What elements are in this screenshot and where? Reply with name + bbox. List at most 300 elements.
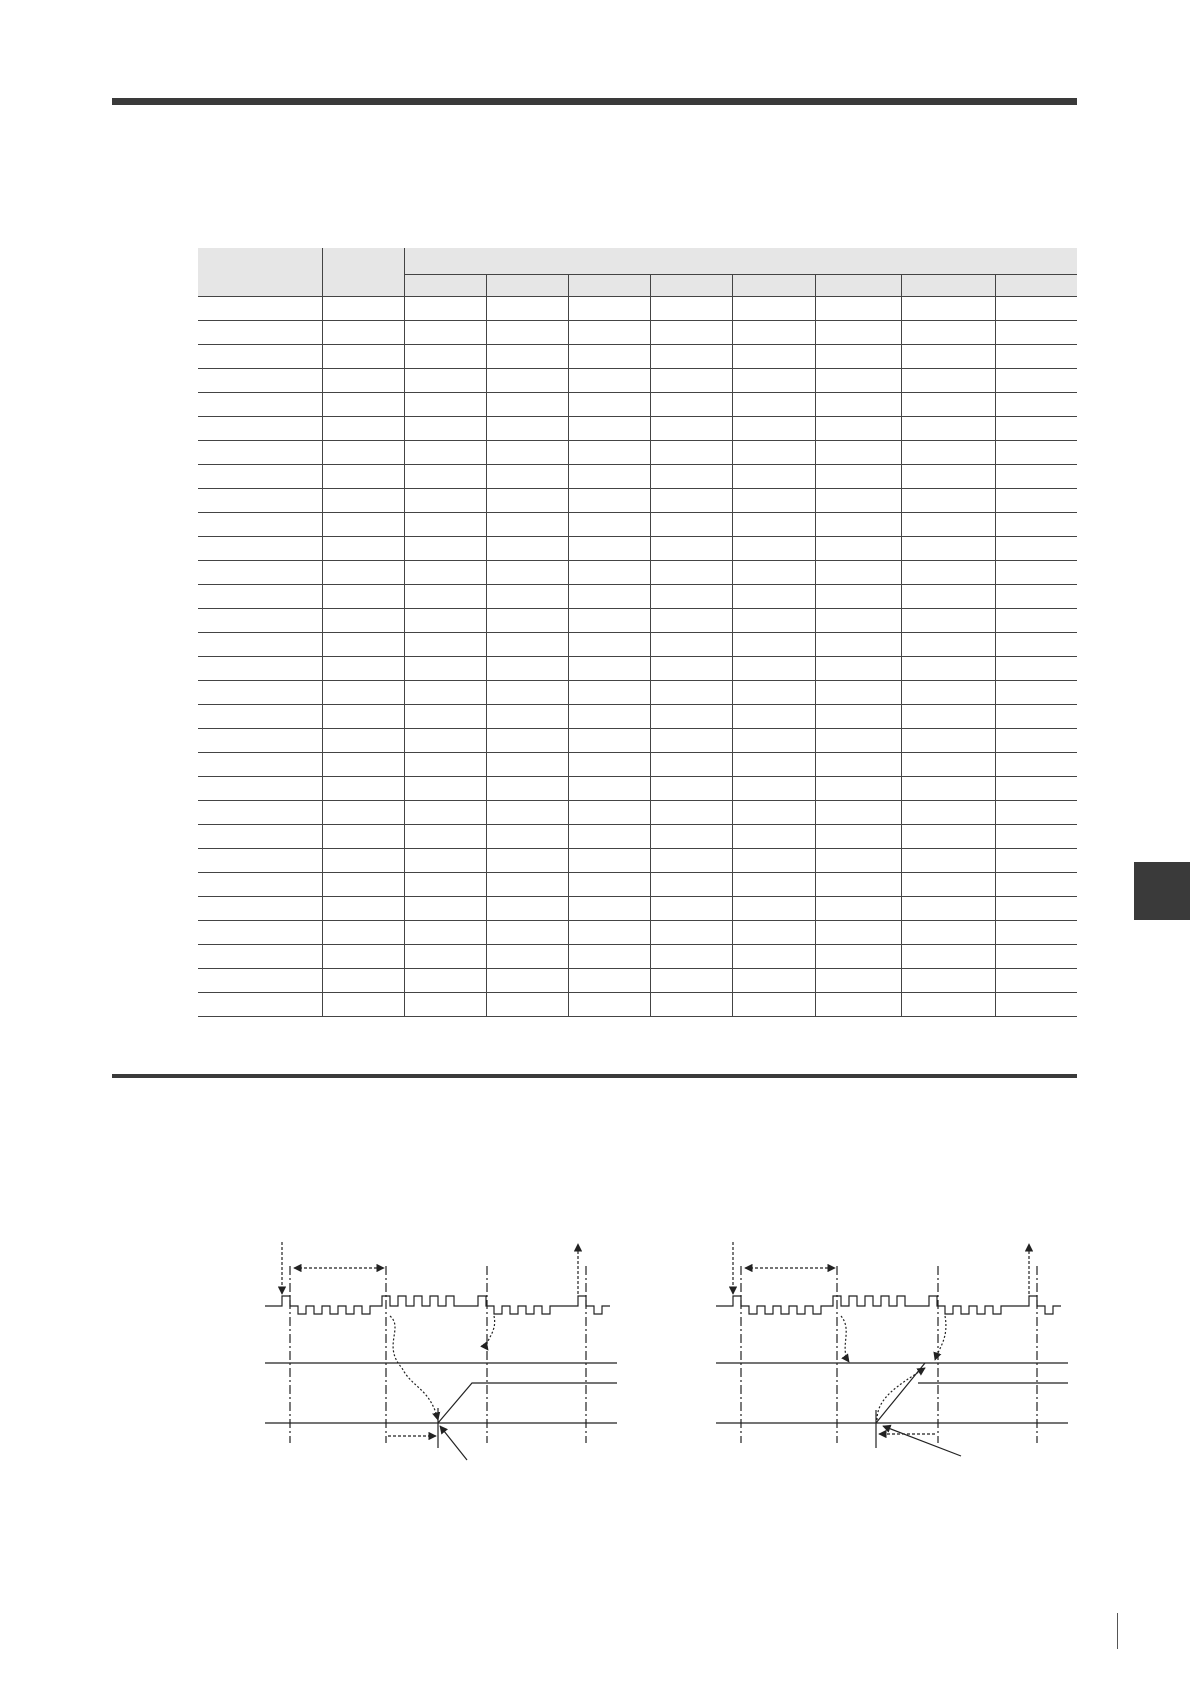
table-cell: [650, 921, 732, 945]
subheader-cell: [901, 275, 995, 297]
table-cell: [995, 513, 1077, 537]
table-row: [198, 609, 1077, 633]
table-cell: [322, 393, 404, 417]
table-cell: [650, 897, 732, 921]
table-cell: [198, 465, 322, 489]
table-cell: [901, 825, 995, 849]
table-cell: [995, 585, 1077, 609]
table-cell: [404, 609, 486, 633]
table-cell: [404, 561, 486, 585]
table-cell: [568, 825, 650, 849]
subheader-cell: [568, 275, 650, 297]
table-cell: [322, 945, 404, 969]
table-cell: [322, 873, 404, 897]
table-cell: [404, 849, 486, 873]
table-cell: [198, 537, 322, 561]
table-row: [198, 921, 1077, 945]
table-cell: [568, 297, 650, 321]
table-cell: [486, 537, 568, 561]
table-cell: [732, 465, 815, 489]
table-cell: [486, 633, 568, 657]
table-cell: [404, 801, 486, 825]
table-cell: [404, 945, 486, 969]
table-cell: [198, 489, 322, 513]
table-cell: [995, 393, 1077, 417]
table-cell: [732, 753, 815, 777]
table-cell: [568, 633, 650, 657]
table-cell: [732, 825, 815, 849]
table-cell: [650, 825, 732, 849]
table-cell: [404, 465, 486, 489]
table-cell: [901, 489, 995, 513]
table-cell: [650, 873, 732, 897]
table-cell: [486, 681, 568, 705]
table-cell: [486, 753, 568, 777]
table-cell: [486, 609, 568, 633]
table-cell: [568, 897, 650, 921]
section-rule-top: [112, 98, 1077, 105]
table-cell: [650, 945, 732, 969]
table-cell: [995, 849, 1077, 873]
pointer-arrow: [440, 1426, 467, 1460]
table-cell: [815, 633, 901, 657]
table-cell: [568, 945, 650, 969]
table-cell: [732, 369, 815, 393]
subheader-cell: [404, 275, 486, 297]
table-cell: [568, 873, 650, 897]
table-cell: [650, 345, 732, 369]
table-cell: [732, 537, 815, 561]
table-cell: [995, 465, 1077, 489]
section-rule-mid: [112, 1074, 1077, 1078]
table-cell: [198, 417, 322, 441]
table-cell: [815, 753, 901, 777]
table-cell: [732, 921, 815, 945]
table-cell: [568, 753, 650, 777]
table-cell: [404, 753, 486, 777]
table-cell: [568, 993, 650, 1017]
table-cell: [568, 681, 650, 705]
table-cell: [404, 969, 486, 993]
table-cell: [995, 561, 1077, 585]
table-cell: [901, 321, 995, 345]
table-cell: [404, 921, 486, 945]
table-cell: [198, 369, 322, 393]
table-cell: [815, 921, 901, 945]
table-cell: [198, 513, 322, 537]
table-cell: [322, 609, 404, 633]
table-row: [198, 465, 1077, 489]
table-cell: [732, 873, 815, 897]
table-cell: [901, 897, 995, 921]
table-cell: [732, 393, 815, 417]
table-cell: [815, 969, 901, 993]
table-cell: [732, 297, 815, 321]
table-cell: [322, 753, 404, 777]
table-row: [198, 297, 1077, 321]
clock-pulse-train: [716, 1296, 1061, 1314]
table-cell: [404, 897, 486, 921]
table-row: [198, 513, 1077, 537]
table-cell: [322, 705, 404, 729]
table-row: [198, 537, 1077, 561]
table-cell: [650, 441, 732, 465]
table-cell: [198, 729, 322, 753]
table-cell: [901, 705, 995, 729]
table-cell: [568, 321, 650, 345]
table-cell: [404, 297, 486, 321]
table-cell: [901, 921, 995, 945]
table-cell: [650, 369, 732, 393]
table-cell: [404, 873, 486, 897]
table-cell: [995, 969, 1077, 993]
table-cell: [198, 657, 322, 681]
table-row: [198, 633, 1077, 657]
table-cell: [404, 537, 486, 561]
table-cell: [650, 537, 732, 561]
table-cell: [198, 849, 322, 873]
table-cell: [650, 321, 732, 345]
table-cell: [815, 609, 901, 633]
table-cell: [404, 633, 486, 657]
table-cell: [732, 777, 815, 801]
table-cell: [901, 873, 995, 897]
table-cell: [732, 489, 815, 513]
table-row: [198, 657, 1077, 681]
table-cell: [901, 537, 995, 561]
table-cell: [322, 465, 404, 489]
table-cell: [901, 345, 995, 369]
table-cell: [901, 561, 995, 585]
table-cell: [995, 657, 1077, 681]
table-cell: [815, 465, 901, 489]
table-cell: [650, 609, 732, 633]
table-cell: [198, 585, 322, 609]
table-cell: [815, 585, 901, 609]
table-row: [198, 993, 1077, 1017]
table-cell: [404, 489, 486, 513]
table-cell: [650, 297, 732, 321]
table-cell: [198, 801, 322, 825]
timing-diagram-left: [262, 1238, 622, 1468]
table-cell: [901, 465, 995, 489]
table-cell: [901, 633, 995, 657]
table-cell: [995, 729, 1077, 753]
table-row: [198, 777, 1077, 801]
table-cell: [486, 801, 568, 825]
table-cell: [901, 297, 995, 321]
table-cell: [815, 513, 901, 537]
table-cell: [901, 609, 995, 633]
header-cell: [322, 248, 404, 297]
table-cell: [198, 873, 322, 897]
table-cell: [732, 681, 815, 705]
table-cell: [198, 753, 322, 777]
table-cell: [650, 513, 732, 537]
table-cell: [486, 393, 568, 417]
table-cell: [732, 633, 815, 657]
table-cell: [404, 513, 486, 537]
table-cell: [650, 705, 732, 729]
table-cell: [732, 945, 815, 969]
table-cell: [815, 441, 901, 465]
table-cell: [486, 969, 568, 993]
table-cell: [995, 897, 1077, 921]
table-cell: [486, 561, 568, 585]
table-cell: [815, 993, 901, 1017]
table-cell: [901, 945, 995, 969]
table-cell: [486, 513, 568, 537]
clock-pulse-train: [265, 1296, 610, 1314]
table-row: [198, 825, 1077, 849]
table-row: [198, 561, 1077, 585]
table-row: [198, 849, 1077, 873]
table-cell: [404, 417, 486, 441]
table-row: [198, 345, 1077, 369]
table-cell: [650, 993, 732, 1017]
table-cell: [815, 777, 901, 801]
table-cell: [995, 777, 1077, 801]
table-cell: [650, 657, 732, 681]
table-row: [198, 897, 1077, 921]
table-cell: [815, 657, 901, 681]
table-cell: [568, 921, 650, 945]
table-cell: [322, 801, 404, 825]
table-cell: [815, 417, 901, 441]
table-cell: [404, 993, 486, 1017]
table-cell: [650, 465, 732, 489]
table-cell: [568, 489, 650, 513]
table-row: [198, 753, 1077, 777]
table-cell: [198, 609, 322, 633]
table-cell: [404, 657, 486, 681]
table-cell: [732, 609, 815, 633]
table-cell: [995, 633, 1077, 657]
table-cell: [568, 969, 650, 993]
table-cell: [995, 753, 1077, 777]
table-cell: [995, 297, 1077, 321]
table-cell: [995, 921, 1077, 945]
table-cell: [486, 465, 568, 489]
table-cell: [995, 705, 1077, 729]
table-cell: [995, 945, 1077, 969]
table-cell: [322, 969, 404, 993]
table-cell: [404, 825, 486, 849]
table-cell: [486, 417, 568, 441]
table-cell: [815, 297, 901, 321]
output-ramp: [438, 1383, 617, 1423]
page-number-divider: [1117, 1613, 1118, 1649]
table-cell: [198, 633, 322, 657]
table-cell: [815, 537, 901, 561]
table-cell: [815, 801, 901, 825]
table-cell: [650, 969, 732, 993]
table-cell: [486, 297, 568, 321]
subheader-cell: [995, 275, 1077, 297]
table-cell: [568, 705, 650, 729]
table-cell: [404, 369, 486, 393]
table-cell: [650, 849, 732, 873]
table-cell: [568, 441, 650, 465]
table-cell: [995, 321, 1077, 345]
table-cell: [322, 417, 404, 441]
header-group-cell: [404, 248, 1077, 275]
table-cell: [732, 513, 815, 537]
table-cell: [815, 849, 901, 873]
table-cell: [901, 657, 995, 681]
table-cell: [568, 537, 650, 561]
table-cell: [995, 417, 1077, 441]
table-cell: [322, 537, 404, 561]
timing-diagram-right: [713, 1238, 1073, 1468]
table-cell: [650, 489, 732, 513]
table-cell: [322, 513, 404, 537]
subheader-cell: [732, 275, 815, 297]
table-cell: [732, 705, 815, 729]
table-cell: [732, 441, 815, 465]
subheader-cell: [486, 275, 568, 297]
table-cell: [732, 801, 815, 825]
table-cell: [486, 945, 568, 969]
table-cell: [650, 633, 732, 657]
table-cell: [815, 945, 901, 969]
table-cell: [322, 369, 404, 393]
table-cell: [198, 969, 322, 993]
table-cell: [198, 393, 322, 417]
table-cell: [901, 849, 995, 873]
table-cell: [198, 777, 322, 801]
table-body: [198, 297, 1077, 1017]
table-cell: [322, 657, 404, 681]
table-cell: [322, 633, 404, 657]
table-cell: [650, 417, 732, 441]
table-cell: [486, 321, 568, 345]
table-cell: [995, 681, 1077, 705]
table-cell: [486, 873, 568, 897]
pointer-arrow: [883, 1426, 961, 1456]
table-row: [198, 393, 1077, 417]
table-cell: [568, 801, 650, 825]
table-cell: [404, 705, 486, 729]
table-cell: [198, 441, 322, 465]
sample-curve-arrow: [841, 1316, 849, 1362]
table-cell: [322, 849, 404, 873]
table-header-row: [198, 248, 1077, 275]
table-cell: [901, 753, 995, 777]
table-cell: [198, 897, 322, 921]
table-cell: [650, 561, 732, 585]
table-cell: [901, 681, 995, 705]
table-cell: [650, 801, 732, 825]
table-cell: [901, 777, 995, 801]
table-cell: [568, 657, 650, 681]
table-cell: [322, 897, 404, 921]
table-cell: [995, 441, 1077, 465]
table-cell: [404, 393, 486, 417]
subheader-cell: [815, 275, 901, 297]
table-cell: [322, 561, 404, 585]
table-cell: [732, 969, 815, 993]
table-row: [198, 417, 1077, 441]
table-cell: [198, 705, 322, 729]
table-cell: [322, 441, 404, 465]
table-cell: [815, 729, 901, 753]
table-cell: [322, 825, 404, 849]
table-cell: [732, 993, 815, 1017]
table-cell: [404, 681, 486, 705]
table-cell: [486, 369, 568, 393]
table-cell: [901, 417, 995, 441]
table-cell: [732, 345, 815, 369]
table-cell: [650, 585, 732, 609]
table-cell: [901, 369, 995, 393]
chapter-tab: [1134, 862, 1190, 920]
table-cell: [486, 585, 568, 609]
table-cell: [995, 345, 1077, 369]
table-row: [198, 369, 1077, 393]
table-cell: [732, 585, 815, 609]
table-cell: [568, 369, 650, 393]
table-cell: [568, 561, 650, 585]
table-cell: [650, 681, 732, 705]
header-cell: [198, 248, 322, 297]
table-cell: [901, 801, 995, 825]
table-cell: [568, 777, 650, 801]
table-cell: [650, 753, 732, 777]
table-cell: [815, 321, 901, 345]
table-cell: [486, 441, 568, 465]
table-cell: [650, 729, 732, 753]
table-cell: [568, 465, 650, 489]
table-row: [198, 585, 1077, 609]
table-cell: [322, 585, 404, 609]
table-cell: [815, 393, 901, 417]
table-cell: [995, 537, 1077, 561]
spec-table: [198, 248, 1077, 1017]
table-cell: [486, 345, 568, 369]
table-cell: [995, 369, 1077, 393]
table-cell: [404, 585, 486, 609]
table-cell: [404, 777, 486, 801]
table-cell: [995, 489, 1077, 513]
table-cell: [486, 489, 568, 513]
table-row: [198, 321, 1077, 345]
table-cell: [322, 345, 404, 369]
table-cell: [486, 921, 568, 945]
table-cell: [732, 321, 815, 345]
table-cell: [568, 417, 650, 441]
table-cell: [995, 993, 1077, 1017]
table-cell: [404, 345, 486, 369]
table-cell: [486, 705, 568, 729]
table-cell: [404, 729, 486, 753]
table-cell: [995, 609, 1077, 633]
table-cell: [198, 681, 322, 705]
table-cell: [732, 849, 815, 873]
table-cell: [198, 825, 322, 849]
table-cell: [322, 489, 404, 513]
table-cell: [322, 321, 404, 345]
table-cell: [568, 729, 650, 753]
table-cell: [486, 777, 568, 801]
table-cell: [486, 825, 568, 849]
table-cell: [322, 729, 404, 753]
table-cell: [995, 873, 1077, 897]
table-cell: [815, 897, 901, 921]
table-cell: [198, 321, 322, 345]
table-row: [198, 441, 1077, 465]
sample-curve-arrow: [935, 1316, 946, 1360]
